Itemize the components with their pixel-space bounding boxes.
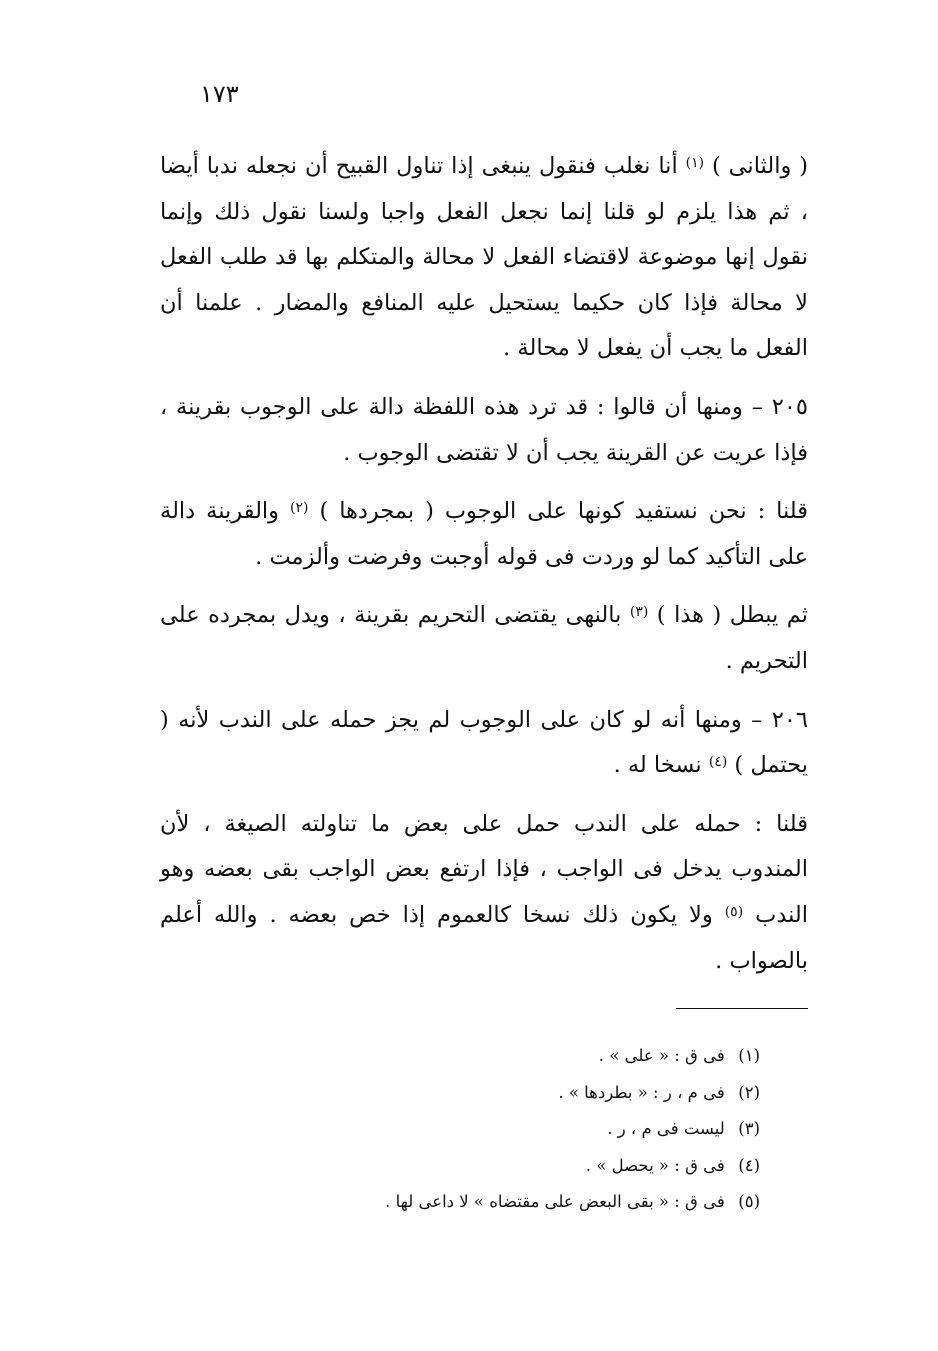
text-segment: ٢٠٦ – ومنها أنه لو كان على الوجوب لم يجز حمله على الندب لأنه ( يحتمل ) [160, 706, 808, 779]
footnote-number: (٢) [738, 1082, 760, 1102]
page-number: ١٧٣ [200, 80, 239, 108]
footnote [250, 1184, 760, 1221]
paragraph [160, 144, 808, 372]
paragraph [160, 385, 808, 476]
footnote-ref: (٤) [708, 754, 728, 771]
footnote-text: ليست فى م ، ر . [607, 1119, 725, 1138]
footnote-ref: (٣) [629, 604, 649, 621]
footnote-text: فى ق : « على » . [598, 1046, 725, 1065]
paragraph [160, 802, 808, 984]
text-segment: ثم يبطل ( هذا ) [648, 602, 808, 629]
text-segment: قلنا : نحن نستفيد كونها على الوجوب ( بمجردها ) [308, 498, 808, 525]
footnote-ref: (٢) [290, 500, 309, 517]
paragraph [160, 489, 808, 580]
main-text [160, 144, 808, 984]
footnote-number: (١) [738, 1046, 760, 1065]
footnote-divider [676, 1008, 808, 1009]
footnote-number: (٤) [738, 1155, 760, 1175]
text-segment: نسخا له . [613, 752, 709, 779]
paragraph [160, 698, 808, 789]
footnote [250, 1038, 760, 1075]
footnote [250, 1148, 760, 1185]
footnote [250, 1111, 760, 1148]
text-segment: ( والثانى ) [704, 153, 808, 179]
footnote-text: فى م ، ر : « بطردها » . [558, 1082, 725, 1102]
text-segment: ٢٠٥ – ومنها أن قالوا : قد ترد هذه اللفظة دالة على الوجوب بقرينة ، فإذا عريت عن القرينة يجب أن لا تقتضى الوجوب . [160, 393, 808, 466]
footnote-ref: (١) [685, 155, 705, 171]
text-segment: بالنهى يقتضى التحريم بقرينة ، ويدل بمجرده على التحريم . [160, 602, 808, 674]
text-segment: أنا نغلب فنقول ينبغى إذا تناول القبيح أن نجعله ندبا أيضا ، ثم هذا يلزم لو قلنا إنما نجعل الفعل واجبا ولسنا نقول ذلك وإنما نقول إنها موضوعة لاقتضاء الفعل لا محالة والمتكلم بها قد طلب الفعل لا محالة فإذا كان حكيما يستحيل عليه المنافع والمضار . علمنا أن الفعل ما يجب أن يفعل لا محالة . [160, 153, 808, 362]
footnote-ref: (٥) [724, 903, 744, 920]
footnote-number: (٥) [738, 1192, 760, 1211]
footnote-text: فى ق : « بقى البعض على مقتضاه » لا داعى لها . [385, 1192, 725, 1211]
text-segment: والقرينة دالة على التأكيد كما لو وردت فى قوله أوجبت وفرضت وألزمت . [160, 498, 808, 570]
paragraph [160, 593, 808, 684]
text-segment: ولا يكون ذلك نسخا كالعموم إذا خص بعضه . والله أعلم بالصواب . [160, 901, 808, 974]
text-segment: قلنا : حمله على الندب حمل على بعض ما تناولته الصيغة ، لأن المندوب يدخل فى الواجب ، فإذا ارتفع بعض الواجب بقى بعضه وهو الندب [160, 810, 808, 928]
footnote-text: فى ق : « يحصل » . [585, 1155, 725, 1175]
footnote-number: (٣) [738, 1119, 760, 1138]
footnote [250, 1075, 760, 1112]
footnotes [250, 1038, 760, 1221]
